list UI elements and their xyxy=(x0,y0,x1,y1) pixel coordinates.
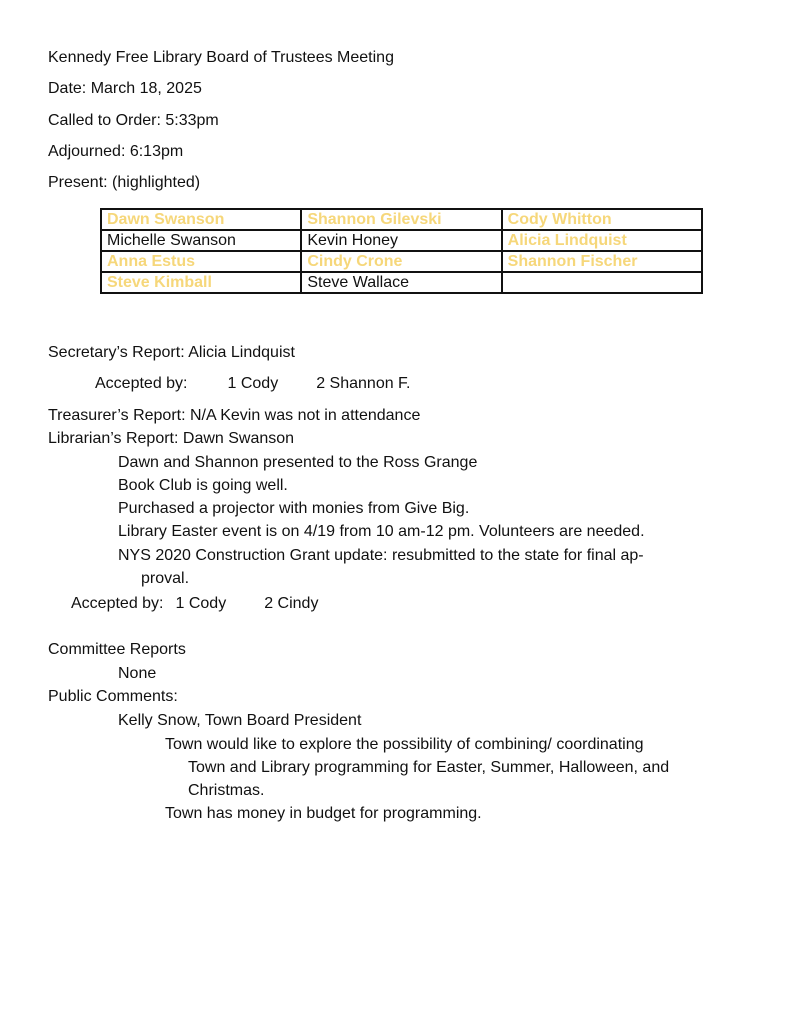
attendance-row xyxy=(101,272,702,293)
accepted-label: Accepted by: xyxy=(71,595,164,612)
empty-cell xyxy=(502,272,702,293)
librarian-item: Library Easter event is on 4/19 from 10 am-12 pm. Volunteers are needed. xyxy=(118,523,645,540)
librarian-accepted-by xyxy=(71,594,318,614)
first-motion: 1 Cody xyxy=(175,595,227,612)
public-comment-line: Town would like to explore the possibility of combining/ coordinating xyxy=(165,736,644,753)
librarian-report-heading: Librarian’s Report: Dawn Swanson xyxy=(48,430,295,447)
accepted-label: Accepted by: xyxy=(95,375,188,392)
first-motion: 1 Cody xyxy=(227,375,279,392)
called-to-order: Called to Order: 5:33pm xyxy=(48,112,219,129)
attendance-table xyxy=(100,208,703,294)
public-comment-speaker: Kelly Snow, Town Board President xyxy=(118,712,362,729)
librarian-item: Dawn and Shannon presented to the Ross Grange xyxy=(118,454,478,471)
treasurer-report-heading: Treasurer’s Report: N/A Kevin was not in attendance xyxy=(48,407,421,424)
adjourned-time: Adjourned: 6:13pm xyxy=(48,143,184,160)
present-label: Present: (highlighted) xyxy=(48,174,201,191)
attendance-row xyxy=(101,251,702,272)
attendee-absent: Michelle Swanson xyxy=(101,230,301,251)
librarian-item: NYS 2020 Construction Grant update: resubmitted to the state for final ap- xyxy=(118,547,644,564)
attendee-present: Steve Kimball xyxy=(101,272,301,293)
attendance-row xyxy=(101,209,702,230)
public-comment-line: Town has money in budget for programming. xyxy=(165,805,482,822)
secretary-accepted-by xyxy=(95,374,411,394)
meeting-date: Date: March 18, 2025 xyxy=(48,80,202,97)
public-comments-heading: Public Comments: xyxy=(48,688,178,705)
second-motion: 2 Cindy xyxy=(264,595,319,612)
secretary-report-heading: Secretary’s Report: Alicia Lindquist xyxy=(48,344,295,361)
public-comment-line: Town and Library programming for Easter, Summer, Halloween, and xyxy=(188,759,670,776)
attendee-present: Alicia Lindquist xyxy=(502,230,702,251)
second-motion: 2 Shannon F. xyxy=(316,375,411,392)
attendee-absent: Steve Wallace xyxy=(301,272,501,293)
committee-reports-content: None xyxy=(118,665,157,682)
librarian-item: Book Club is going well. xyxy=(118,477,288,494)
attendee-present: Dawn Swanson xyxy=(101,209,301,230)
document-title: Kennedy Free Library Board of Trustees Meeting xyxy=(48,49,394,66)
public-comment-line: Christmas. xyxy=(188,782,265,799)
attendee-present: Shannon Fischer xyxy=(502,251,702,272)
attendee-present: Anna Estus xyxy=(101,251,301,272)
attendee-present: Cody Whitton xyxy=(502,209,702,230)
attendee-present: Cindy Crone xyxy=(301,251,501,272)
attendee-absent: Kevin Honey xyxy=(301,230,501,251)
attendee-present: Shannon Gilevski xyxy=(301,209,501,230)
committee-reports-heading: Committee Reports xyxy=(48,641,186,658)
librarian-item: Purchased a projector with monies from Give Big. xyxy=(118,500,470,517)
attendance-row xyxy=(101,230,702,251)
librarian-item-continuation: proval. xyxy=(141,570,190,587)
